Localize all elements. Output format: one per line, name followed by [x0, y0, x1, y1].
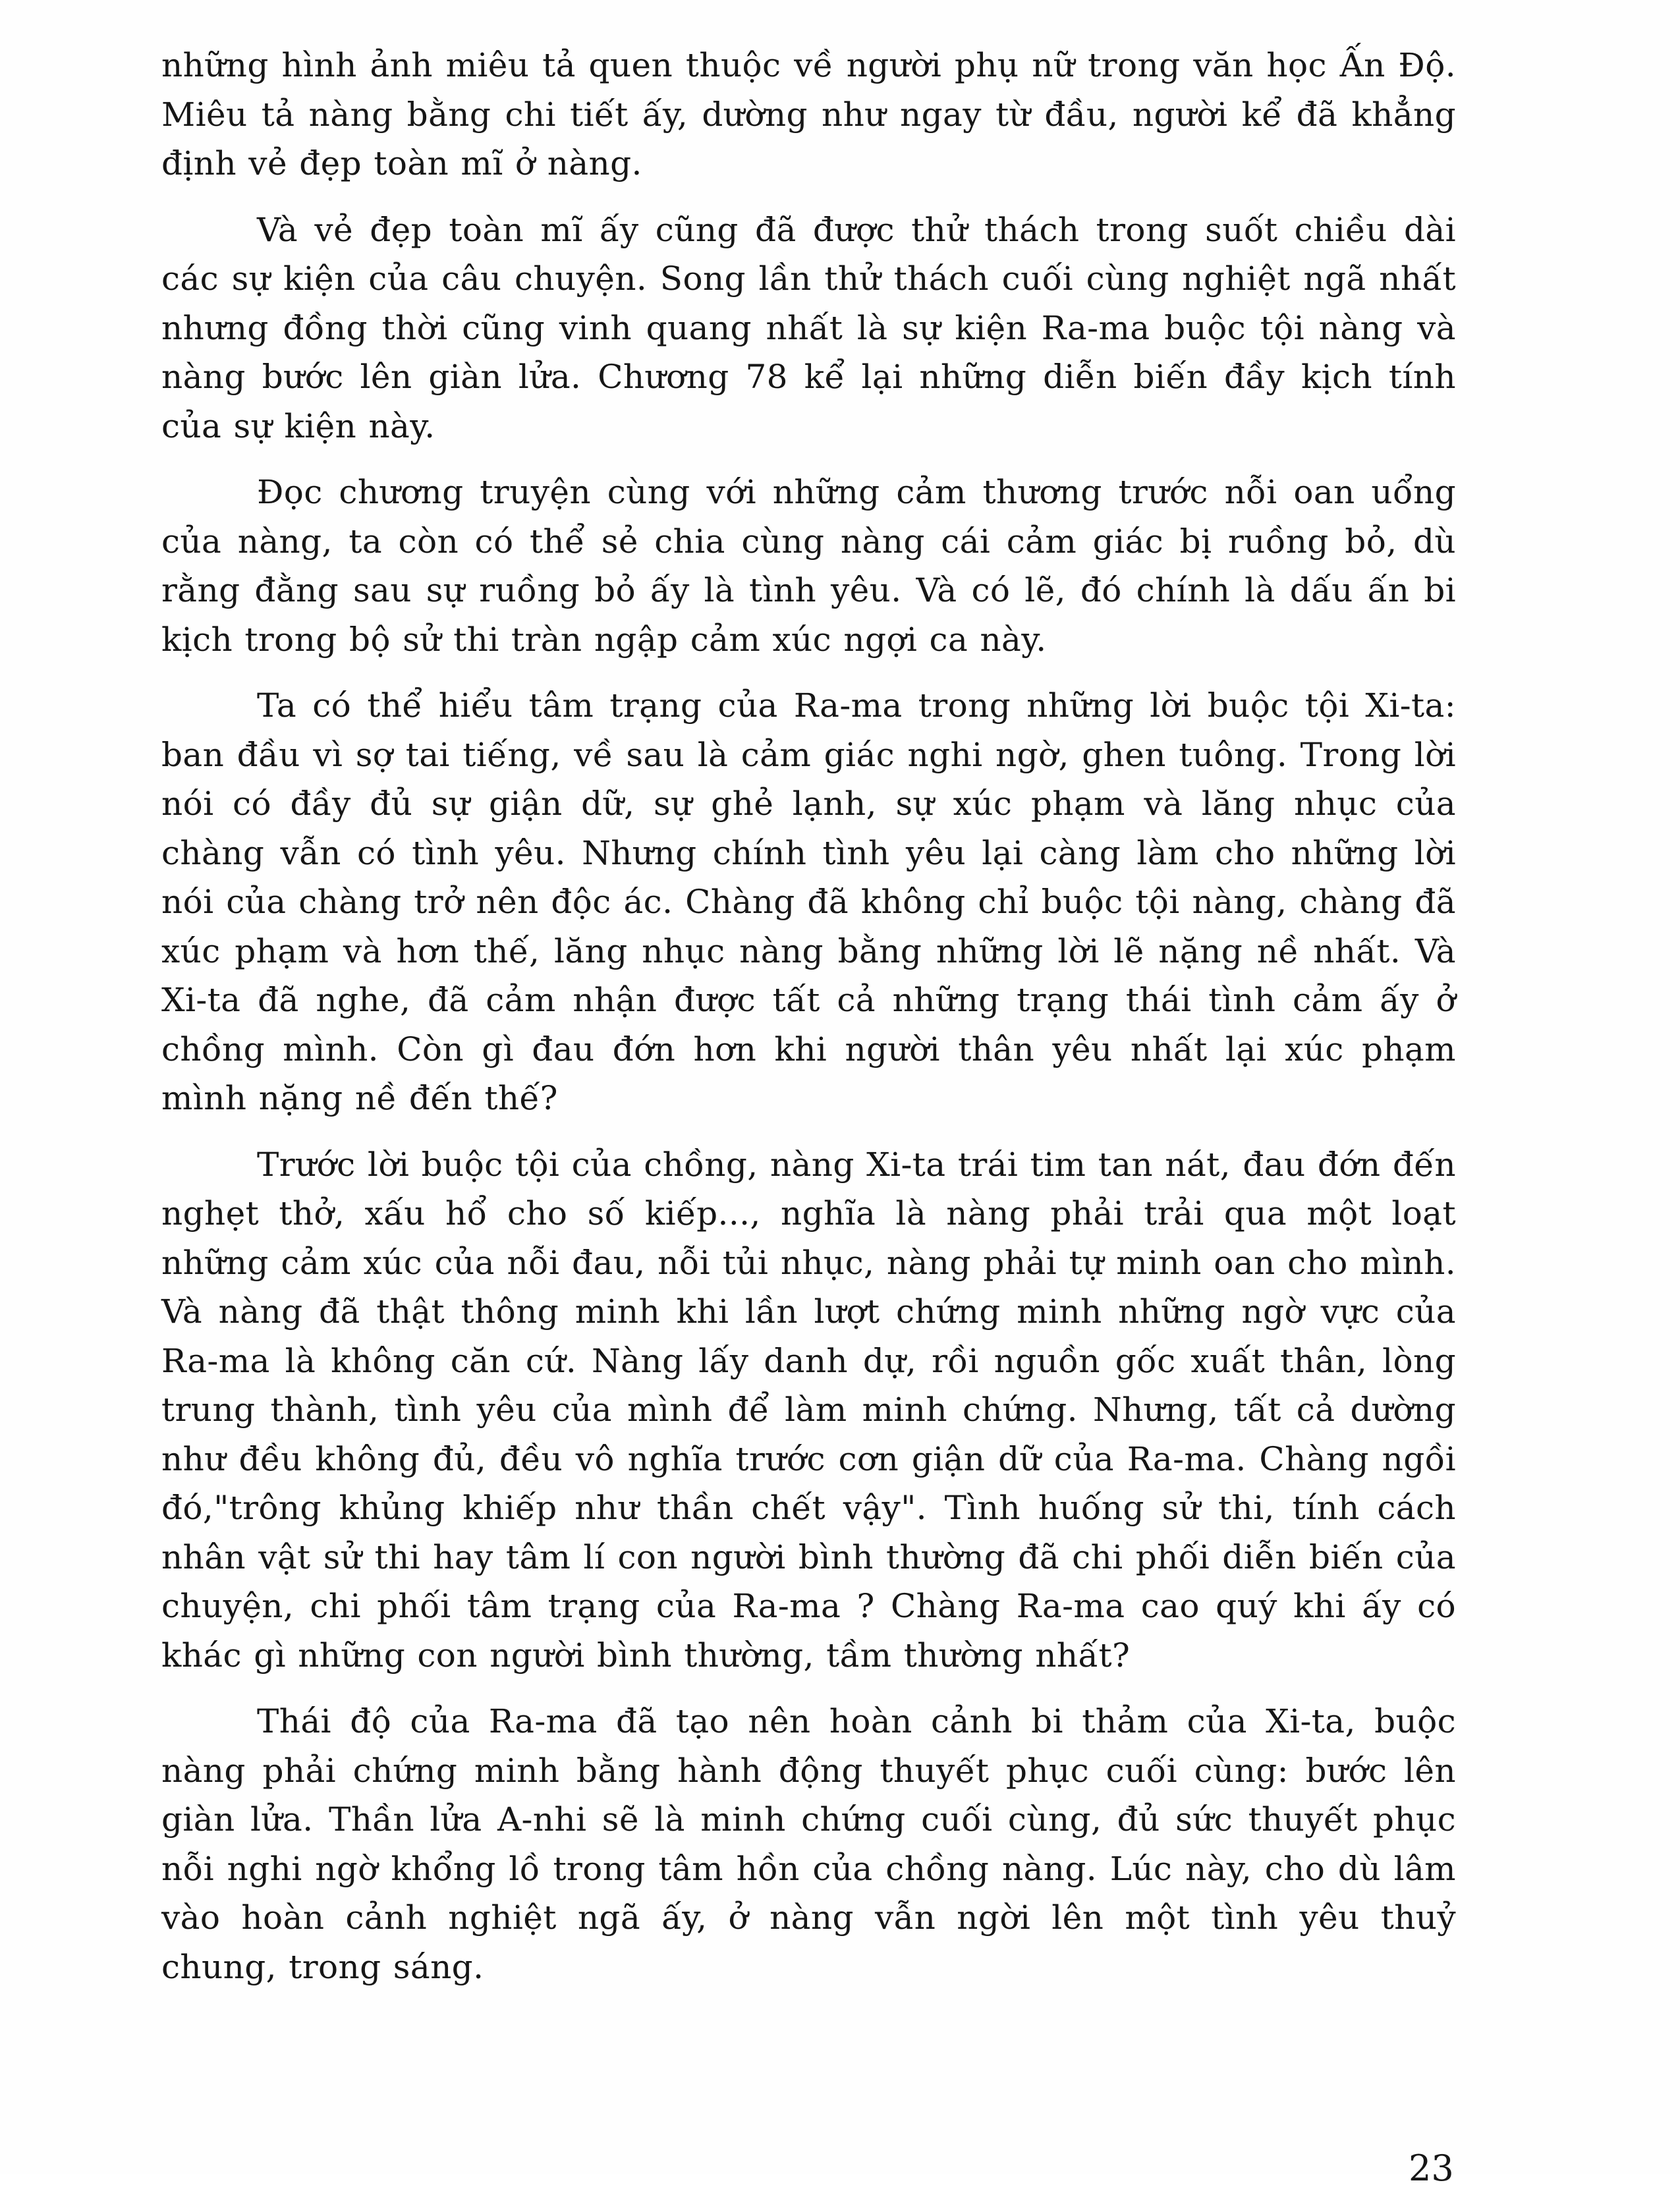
paragraph-1: những hình ảnh miêu tả quen thuộc về người phụ nữ trong văn học Ấn Độ. Miêu tả nàng bằng chi tiết ấy, dường như ngay từ đầu, người kể đã khẳng định vẻ đẹp toàn mĩ ở nàng. — [161, 46, 1456, 182]
body-text — [161, 41, 1456, 2009]
paragraph-3: Đọc chương truyện cùng với những cảm thương trước nỗi oan uổng của nàng, ta còn có thể sẻ chia cùng nàng cái cảm giác bị ruồng bỏ, dù rằng đằng sau sự ruồng bỏ ấy là tình yêu. Và có lẽ, đó chính là dấu ấn bi kịch trong bộ sử thi tràn ngập cảm xúc ngợi ca này. — [161, 473, 1456, 659]
paragraph-5: Trước lời buộc tội của chồng, nàng Xi-ta trái tim tan nát, đau đớn đến nghẹt thở, xấu hổ cho số kiếp..., nghĩa là nàng phải trải qua một loạt những cảm xúc của nỗi đau, nỗi tủi nhục, nàng phải tự minh oan cho mình. Và nàng đã thật thông minh khi lần lượt chứng minh những ngờ vực của Ra-ma là không căn cứ. Nàng lấy danh dự, rồi nguồn gốc xuất thân, lòng trung thành, tình yêu của mình để làm minh chứng. Nhưng, tất cả dường như đều không đủ, đều vô nghĩa trước cơn giận dữ của Ra-ma. Chàng ngồi đó,"trông khủng khiếp như thần chết vậy". Tình huống sử thi, tính cách nhân vật sử thi hay tâm lí con người bình thường đã chi phối diễn biến của chuyện, chi phối tâm trạng của Ra-ma ? Chàng Ra-ma cao quý khi ấy có khác gì những con người bình thường, tầm thường nhất? — [161, 1145, 1456, 1675]
paragraph-6: Thái độ của Ra-ma đã tạo nên hoàn cảnh bi thảm của Xi-ta, buộc nàng phải chứng minh bằng hành động thuyết phục cuối cùng: bước lên giàn lửa. Thần lửa A-nhi sẽ là minh chứng cuối cùng, đủ sức thuyết phục nỗi nghi ngờ khổng lồ trong tâm hồn của chồng nàng. Lúc này, cho dù lâm vào hoàn cảnh nghiệt ngã ấy, ở nàng vẫn ngời lên một tình yêu thuỷ chung, trong sáng. — [161, 1702, 1456, 1986]
paragraph-2: Và vẻ đẹp toàn mĩ ấy cũng đã được thử thách trong suốt chiều dài các sự kiện của câu chuyện. Song lần thử thách cuối cùng nghiệt ngã nhất nhưng đồng thời cũng vinh quang nhất là sự kiện Ra-ma buộc tội nàng và nàng bước lên giàn lửa. Chương 78 kể lại những diễn biến đầy kịch tính của sự kiện này. — [161, 210, 1456, 445]
paragraph-4: Ta có thể hiểu tâm trạng của Ra-ma trong những lời buộc tội Xi-ta: ban đầu vì sợ tai tiếng, về sau là cảm giác nghi ngờ, ghen tuông. Trong lời nói có đầy đủ sự giận dữ, sự ghẻ lạnh, sự xúc phạm và lăng nhục của chàng vẫn có tình yêu. Nhưng chính tình yêu lại càng làm cho những lời nói của chàng trở nên độc ác. Chàng đã không chỉ buộc tội nàng, chàng đã xúc phạm và hơn thế, lăng nhục nàng bằng những lời lẽ nặng nề nhất. Và Xi-ta đã nghe, đã cảm nhận được tất cả những trạng thái tình cảm ấy ở chồng mình. Còn gì đau đớn hơn khi người thân yêu nhất lại xúc phạm mình nặng nề đến thế? — [161, 686, 1456, 1117]
page-number: 23 — [1409, 2147, 1454, 2189]
